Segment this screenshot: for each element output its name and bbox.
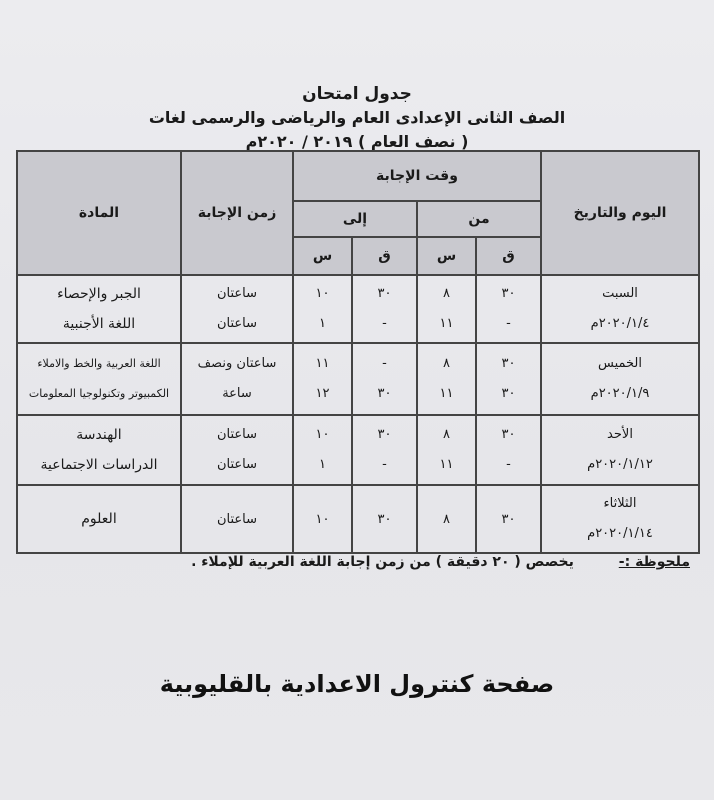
- from-min: ٣٠: [501, 427, 516, 442]
- subject: الدراسات الاجتماعية: [40, 457, 158, 473]
- to-hr: ١١: [315, 356, 330, 371]
- note-line: [30, 554, 690, 570]
- subject: العلوم: [17, 485, 181, 553]
- exam-date: ٢٠٢٠/١/٤م: [590, 316, 650, 331]
- to-hr: ١: [319, 316, 326, 331]
- note-label: ملحوظة :-: [618, 554, 690, 570]
- from-hr: ١١: [439, 386, 454, 401]
- to-hr: ١٢: [315, 386, 330, 401]
- to-min: ٣٠: [377, 427, 392, 442]
- to-hr: ١: [319, 457, 326, 472]
- note-text: يخصص ( ٢٠ دقيقة ) من زمن إجابة اللغة العربية للإملاء .: [191, 554, 574, 570]
- day-name: الثلاثاء: [603, 496, 637, 511]
- to-min: -: [382, 356, 387, 371]
- col-to-header: إلى: [293, 201, 417, 237]
- duration: ساعتان: [181, 485, 293, 553]
- duration: ساعة: [222, 386, 252, 401]
- from-min: -: [506, 457, 511, 472]
- to-min: -: [382, 457, 387, 472]
- day-name: الأحد: [607, 427, 633, 442]
- table-row: [17, 275, 699, 343]
- duration: ساعتان: [216, 316, 258, 331]
- subject: الهندسة: [76, 427, 122, 443]
- from-hr: ١١: [439, 457, 454, 472]
- from-min: ٣٠: [476, 485, 541, 553]
- from-hr: ٨: [417, 485, 476, 553]
- page-caption: صفحة كنترول الاعدادية بالقليوبية: [159, 670, 555, 698]
- exam-date: ٢٠٢٠/١/١٢م: [587, 457, 653, 472]
- to-min: ٣٠: [377, 386, 392, 401]
- to-hr: ١٠: [293, 485, 352, 553]
- to-min: -: [382, 316, 387, 331]
- to-min: ٣٠: [377, 286, 392, 301]
- table-row: [17, 415, 699, 485]
- col-day-header: اليوم والتاريخ: [541, 151, 699, 275]
- exam-schedule-table: [16, 150, 700, 554]
- from-hr: ٨: [443, 286, 450, 301]
- duration: ساعتان ونصف: [197, 356, 277, 371]
- term-line: ( نصف العام ) ٢٠١٩ / ٢٠٢٠م: [245, 132, 469, 151]
- col-to-hr: س: [293, 237, 352, 275]
- table-row: [17, 485, 699, 553]
- col-subject-header: المادة: [17, 151, 181, 275]
- subject: اللغة العربية والخط والاملاء: [37, 357, 161, 370]
- table-row: [17, 343, 699, 415]
- to-hr: ١٠: [315, 427, 330, 442]
- col-time-header: وقت الإجابة: [293, 151, 541, 201]
- duration: ساعتان: [216, 427, 258, 442]
- grade-subtitle: الصف الثانى الإعدادى العام والرياضى والرسمى لغات: [148, 108, 566, 127]
- duration: ساعتان: [216, 457, 258, 472]
- exam-title: جدول امتحان: [302, 84, 412, 104]
- exam-date: ٢٠٢٠/١/٩م: [590, 386, 650, 401]
- from-hr: ١١: [439, 316, 454, 331]
- to-min: ٣٠: [352, 485, 417, 553]
- from-hr: ٨: [443, 427, 450, 442]
- duration: ساعتان: [216, 286, 258, 301]
- day-name: السبت: [602, 286, 638, 301]
- day-name: الخميس: [598, 356, 642, 371]
- from-min: -: [506, 316, 511, 331]
- from-min: ٣٠: [501, 286, 516, 301]
- from-min: ٣٠: [501, 386, 516, 401]
- to-hr: ١٠: [315, 286, 330, 301]
- col-from-min: ق: [476, 237, 541, 275]
- subject: الكمبيوتر وتكنولوجيا المعلومات: [28, 387, 170, 400]
- col-duration-header: زمن الإجابة: [181, 151, 293, 275]
- from-min: ٣٠: [501, 356, 516, 371]
- col-to-min: ق: [352, 237, 417, 275]
- col-from-header: من: [417, 201, 541, 237]
- from-hr: ٨: [443, 356, 450, 371]
- col-from-hr: س: [417, 237, 476, 275]
- subject: اللغة الأجنبية: [62, 316, 136, 332]
- subject: الجبر والإحصاء: [57, 286, 141, 302]
- exam-date: ٢٠٢٠/١/١٤م: [587, 526, 653, 541]
